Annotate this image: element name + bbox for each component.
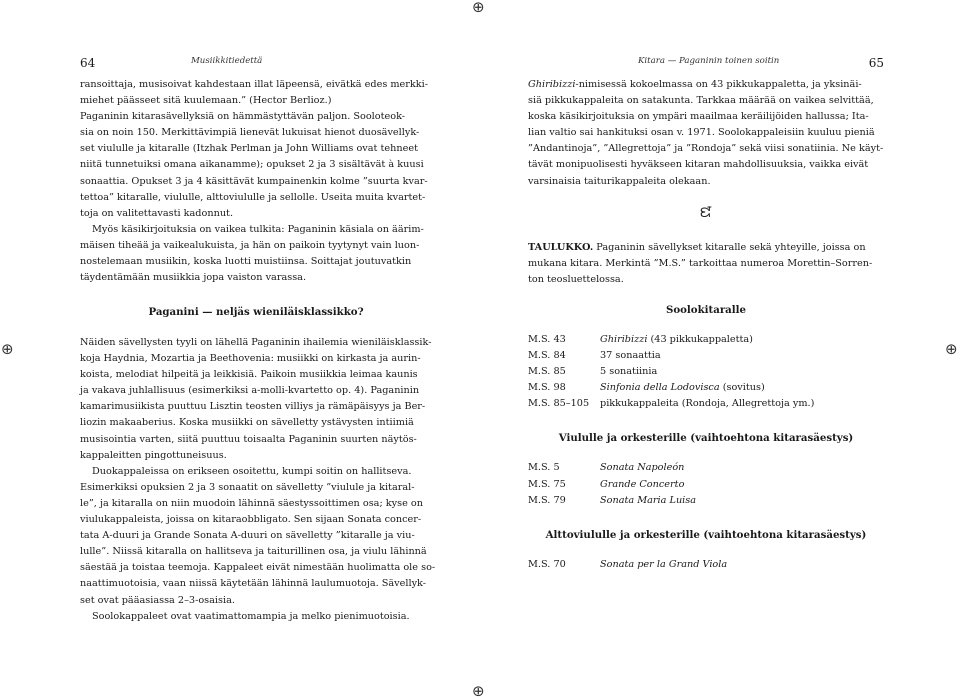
ornament-icon: ᘿ	[700, 206, 712, 221]
work-title	[600, 396, 814, 412]
works-row	[528, 348, 884, 364]
caption-line: Paganinin sävellykset kitaralle sekä yhteyille, joissa on	[593, 242, 866, 253]
ms-number: M.S. 85–105	[528, 398, 590, 410]
works-list	[528, 557, 884, 573]
text-line: koja Haydnia, Mozartia ja Beethovenia: musiikki on kirkasta ja aurin-	[80, 353, 421, 365]
work-title-text: Grande Concerto	[600, 478, 685, 490]
work-title-text: Sonata per la Grand Viola	[600, 558, 728, 570]
ms-number: M.S. 84	[528, 350, 566, 362]
text-line: nostelemaan musiikin, koska luotti muistiinsa. Soittajat joutuvatkin	[80, 256, 412, 268]
text-line: koska käsikirjoituksia on ympäri maailmaa keräilijöiden hallussa; Ita-	[528, 111, 869, 123]
ms-number: M.S. 85	[528, 366, 566, 378]
ms-number: M.S. 98	[528, 382, 566, 394]
text-line: lian valtio sai hankituksi osan v. 1971. Soolokappaleisiin kuuluu pieniä	[528, 127, 875, 139]
right-page-number: 65	[868, 56, 884, 70]
work-title-text: Sinfonia della Lodovisca	[600, 382, 720, 394]
work-title	[600, 332, 753, 348]
work-title-text: pikkukappaleita (Rondoja, Allegrettoja ym.)	[600, 398, 815, 410]
work-title-text: Ghiribizzi	[600, 334, 648, 345]
text-line: niitä tunnetuiksi omana aikanamme); opukset 2 ja 3 sisältävät à kuusi	[80, 159, 424, 171]
table-section-heading: Soolokitaralle	[665, 304, 747, 316]
paragraph-5	[80, 609, 432, 625]
paragraph-4	[80, 464, 436, 609]
works-row	[528, 364, 884, 380]
ms-number: M.S. 43	[528, 334, 566, 345]
text-line: Ghiribizzi-nimisessä kokoelmassa on 43 pikkukappaletta, ja yksinäi-	[528, 79, 862, 90]
text-line: le”, ja kitaralla on niin muodoin lähinnä säestyssoittimen osa; kyse on	[80, 497, 423, 509]
table-caption	[528, 240, 884, 288]
text-line: liozin makaaberius. Koska musiikki on sävelletty ystävysten intiimiä	[80, 417, 414, 429]
text-line: sia on noin 150. Merkittävimpiä lienevät lukuisat hienot duosävellyk-	[80, 127, 420, 139]
work-title-text: 5 sonatiinia	[600, 366, 658, 378]
left-page-number: 64	[80, 56, 96, 70]
work-title-text: Sonata Maria Luisa	[600, 494, 697, 506]
work-title	[600, 557, 727, 573]
works-row	[528, 557, 884, 573]
right-page-header	[528, 52, 884, 72]
work-title	[600, 380, 765, 396]
work-title	[600, 348, 661, 364]
text-line: kamarimusiikista puuttuu Lisztin teosten villiys ja rämäpäisyys ja Ber-	[80, 401, 426, 413]
text-line: musisointia varten, siitä puuttuu toisaalta Paganinin suurten näytös-	[80, 433, 417, 445]
text-line: naattimuotoisia, vaan niissä käytetään lähinnä laulumuotoja. Sävellyk-	[80, 578, 427, 590]
text-line: varsinaisia taiturikappaleita olekaan.	[528, 175, 711, 187]
text-line: Paganinin kitarasävellyksiä on hämmästyttävän paljon. Sooloteok-	[80, 111, 406, 123]
text-line: miehet päässeet sitä kuulemaan.” (Hector Berlioz.)	[80, 95, 332, 107]
work-title	[600, 460, 684, 476]
work-note: (43 pikkukappaletta)	[647, 334, 753, 345]
paragraph-3	[80, 335, 432, 464]
left-page	[80, 0, 436, 699]
table-caption-label: TAULUKKO.	[528, 242, 594, 253]
ms-number: M.S. 79	[528, 494, 566, 506]
text-line: Soolokappaleet ovat vaatimattomampia ja melko pienimuotoisia.	[92, 610, 410, 622]
left-body-text-bottom	[80, 335, 436, 625]
works-row	[528, 493, 884, 509]
text-line: mäisen tiheää ja vaikealukuista, ja hän on paikoin tyytynyt vain luon-	[80, 239, 420, 251]
work-title	[600, 493, 696, 509]
caption-line: ton teosluettelossa.	[528, 274, 624, 286]
text-line: sonaattia. Opukset 3 ja 4 käsittävät kumpainenkin kolme ”suurta kvar-	[80, 175, 428, 187]
text-line: tettoa” kitaralle, viululle, alttoviululle ja sellolle. Useita muita kvartet-	[80, 191, 426, 203]
ms-number: M.S. 75	[528, 478, 566, 490]
work-note: (sovitus)	[719, 382, 765, 394]
text-line: ”Andantinoja”, ”Allegrettoja” ja ”Rondoja” sekä viisi sonatiinia. Ne käyt-	[528, 143, 884, 155]
text-line: set ovat pääasiassa 2–3-osaisia.	[80, 594, 235, 606]
right-running-title: Kitara — Paganinin toinen soitin	[638, 56, 780, 66]
section-heading: Paganini — neljäs wieniläisklassikko?	[148, 306, 364, 318]
text-line: viulukappaleista, joissa on kitaraobbligato. Sen sijaan Sonata concer-	[80, 514, 422, 526]
ms-number: M.S. 5	[528, 462, 560, 474]
table-section-heading: Viululle ja orkesterille (vaihtoehtona kitarasäestys)	[558, 432, 854, 445]
text-line: toja on valitettavasti kadonnut.	[80, 207, 234, 219]
right-intro-text	[528, 77, 884, 190]
works-table	[528, 304, 884, 573]
text-line: ransoittaja, musisoivat kahdestaan illat läpeensä, eivätkä edes merkki-	[80, 79, 429, 90]
text-line: Näiden sävellysten tyyli on lähellä Paganinin ihailemia wieniläisklassik-	[80, 337, 432, 348]
right-page	[528, 0, 884, 699]
works-row	[528, 396, 884, 412]
work-title	[600, 364, 657, 380]
left-page-header	[80, 52, 432, 72]
works-row	[528, 332, 884, 348]
registration-mark-left: ⊕	[1, 340, 14, 358]
registration-mark-top: ⊕	[472, 0, 485, 16]
text-line: set viululle ja kitaralle (Itzhak Perlman ja John Williams ovat tehneet	[80, 143, 418, 155]
works-row	[528, 460, 884, 476]
registration-mark-right: ⊕	[945, 340, 958, 358]
text-line: Myös käsikirjoituksia on vaikea tulkita: Paganinin käsiala on äärim-	[92, 223, 424, 235]
text-line: tävät monipuolisesti hyväkseen kitaran mahdollisuuksia, vaikka eivät	[528, 159, 869, 171]
text-line: täydentämään musiikkia jopa vaiston varassa.	[80, 272, 307, 284]
paragraph-2	[80, 222, 432, 286]
intro-paragraph	[528, 77, 884, 190]
text-line: lulle”. Niissä kitaralla on hallitseva ja taiturillinen osa, ja viulu lähinnä	[80, 546, 427, 558]
text-line: koista, melodiat hilpeitä ja leikkisiä. Paikoin musiikkia leimaa kaunis	[80, 369, 418, 381]
works-list	[528, 332, 884, 412]
registration-mark-bottom: ⊕	[472, 682, 485, 700]
ms-number: M.S. 70	[528, 558, 566, 570]
works-row	[528, 380, 884, 396]
text-line: Duokappaleissa on erikseen osoitettu, kumpi soitin on hallitseva.	[92, 465, 412, 477]
text-line: ja vakava juhlallisuus (esimerkiksi a-molli-kvartetto op. 4). Paganinin	[80, 385, 420, 397]
works-list	[528, 460, 884, 508]
work-title	[600, 477, 684, 493]
text-line: siä pikkukappaleita on satakunta. Tarkkaa määrää on vaikea selvittää,	[528, 95, 874, 107]
paragraph-1	[80, 77, 432, 222]
works-row	[528, 477, 884, 493]
work-title-text: Sonata Napoleón	[600, 462, 685, 474]
left-running-title: Musiikkitiedettä	[191, 56, 263, 66]
work-title-text: 37 sonaattia	[600, 350, 661, 362]
left-body-text-top	[80, 77, 432, 286]
text-line: Esimerkiksi opuksien 2 ja 3 sonaatit on sävelletty ”viulule ja kitaral-	[80, 481, 415, 493]
text-line: tata A-duuri ja Grande Sonata A-duuri on sävelletty ”kitaralle ja viu-	[80, 530, 415, 542]
table-section-heading: Alttoviululle ja orkesterille (vaihtoehtona kitarasäestys)	[545, 528, 867, 541]
text-line: säestää ja toistaa teemoja. Kappaleet eivät nimestään huolimatta ole so-	[80, 562, 436, 574]
caption-line: mukana kitara. Merkintä ”M.S.” tarkoittaa numeroa Morettin–Sorren-	[528, 258, 873, 270]
text-line: kappaleitten pingottuneisuus.	[80, 449, 227, 461]
